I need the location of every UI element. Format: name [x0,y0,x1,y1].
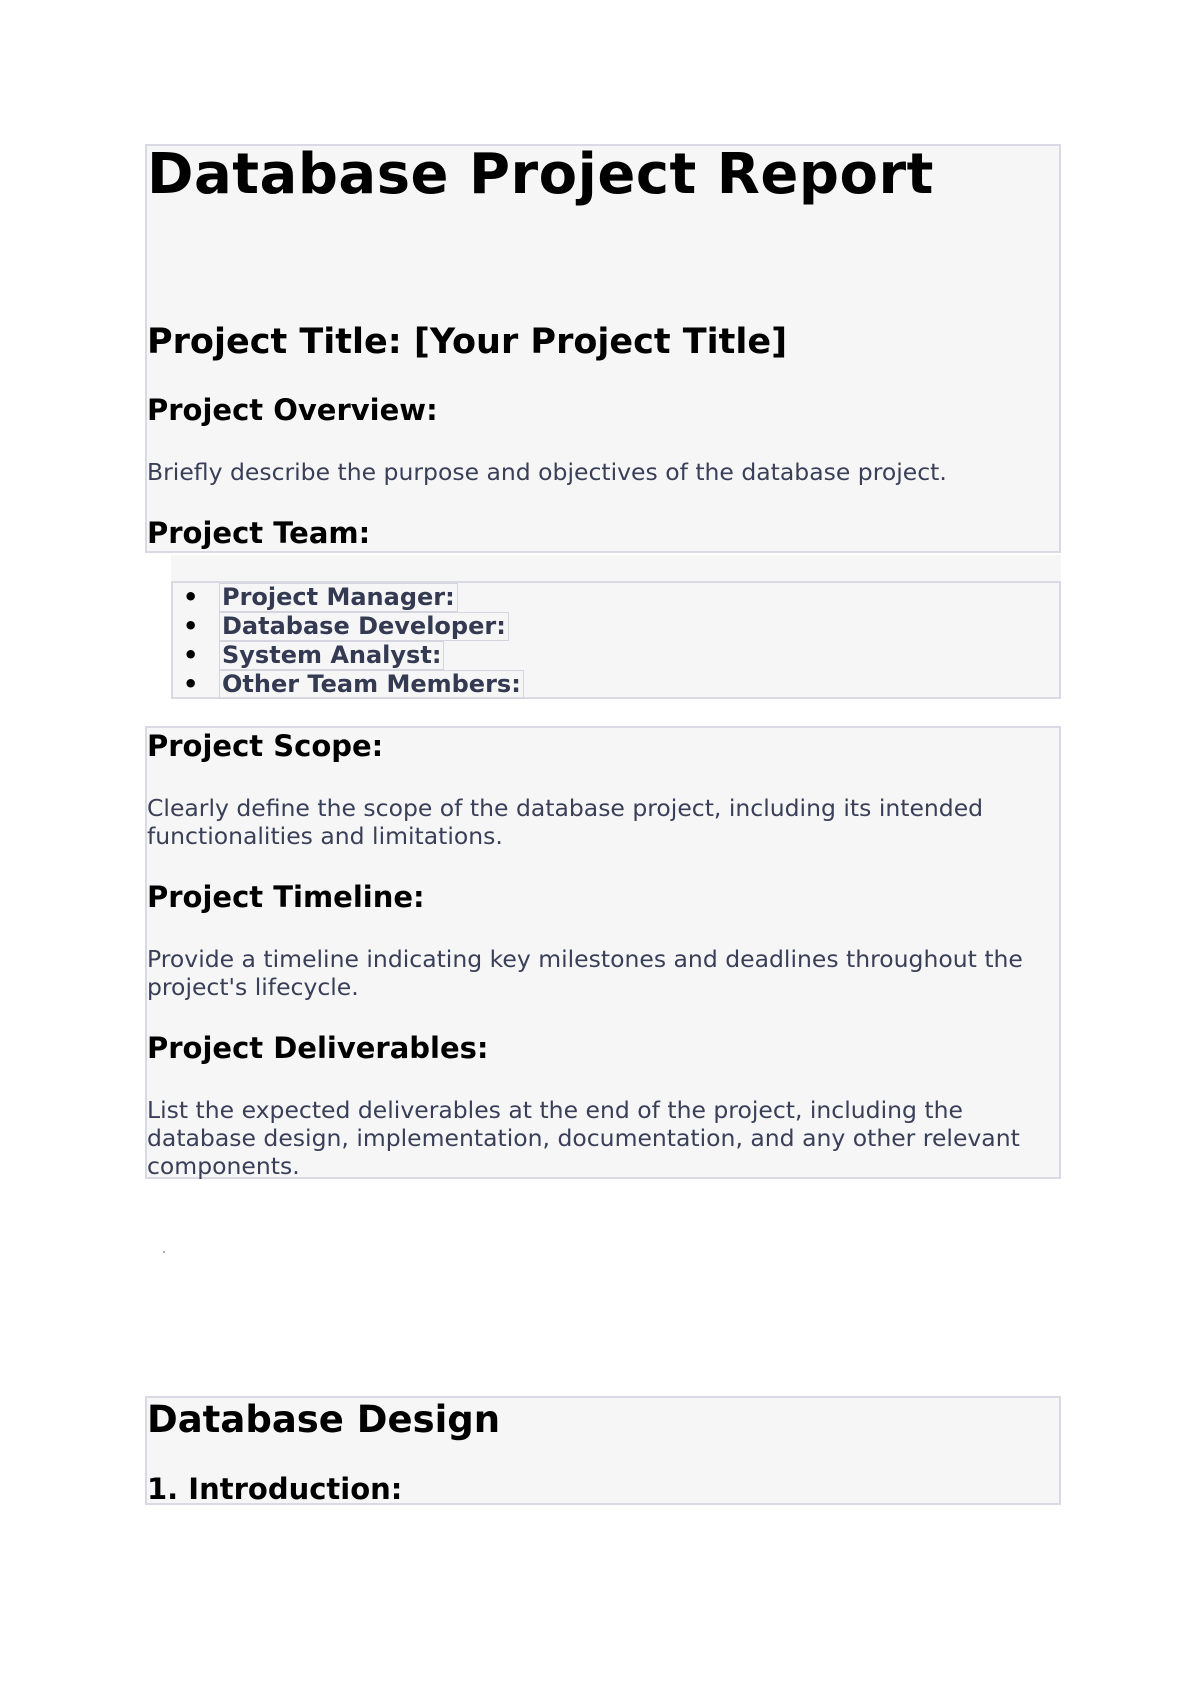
project-timeline-heading: Project Timeline: [147,880,425,914]
report-title: Database Project Report [147,142,934,207]
project-title-heading: Project Title: [Your Project Title] [147,322,788,362]
project-deliverables-text-line-1: List the expected deliverables at the end of the project, including the [147,1096,963,1124]
team-role-label: Database Developer: [219,612,509,641]
bullet-icon: • [183,583,199,611]
project-overview-text: Briefly describe the purpose and objectives of the database project. [147,458,947,486]
project-deliverables-text-line-2: database design, implementation, documentation, and any other relevant [147,1124,1020,1152]
stray-dot [163,1251,165,1253]
project-overview-heading: Project Overview: [147,393,438,427]
team-role-label: System Analyst: [219,641,444,670]
bullet-icon: • [183,670,199,698]
database-design-heading: Database Design [147,1398,501,1441]
introduction-heading: 1. Introduction: [147,1472,403,1506]
project-scope-heading: Project Scope: [147,729,384,763]
project-scope-text-line-1: Clearly define the scope of the database project, including its intended [147,794,984,822]
bullet-icon: • [183,641,199,669]
project-scope-text-line-2: functionalities and limitations. [147,822,503,850]
project-team-heading: Project Team: [147,516,371,550]
team-role-label: Project Manager: [219,583,458,612]
project-timeline-text-line-1: Provide a timeline indicating key milestones and deadlines throughout the [147,945,1023,973]
team-role-label: Other Team Members: [219,670,524,699]
project-deliverables-heading: Project Deliverables: [147,1031,489,1065]
project-timeline-text-line-2: project's lifecycle. [147,973,359,1001]
bullet-icon: • [183,612,199,640]
project-deliverables-text-line-3: components. [147,1152,300,1180]
